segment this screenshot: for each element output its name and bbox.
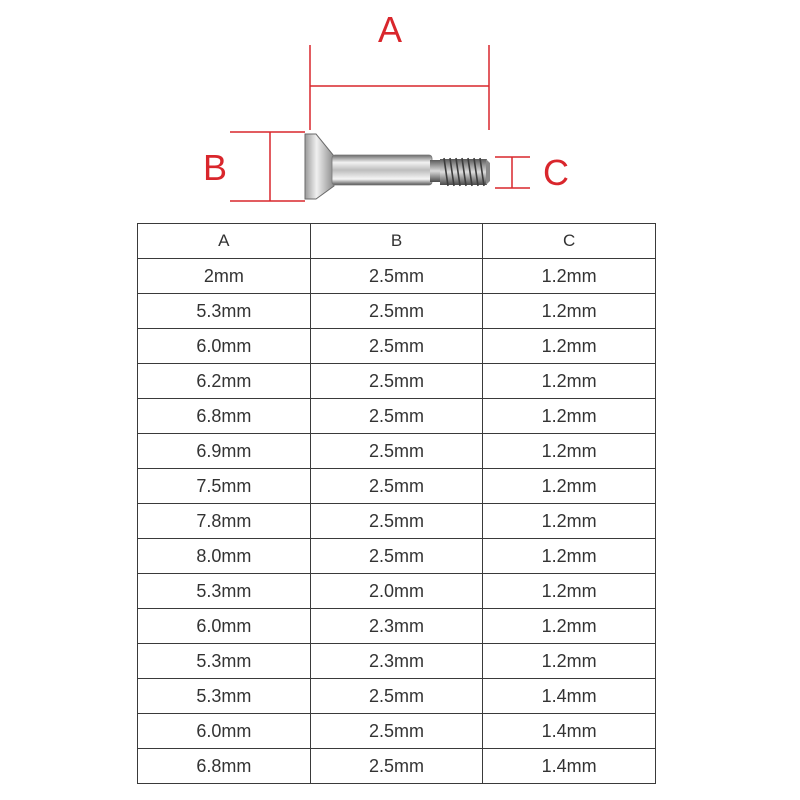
table-cell-a: 6.0mm [138,609,311,644]
table-body [138,259,656,784]
table-cell-b: 2.5mm [310,329,483,364]
table-cell-b: 2.5mm [310,539,483,574]
table-row [138,364,656,399]
table-cell-a: 5.3mm [138,644,311,679]
table-cell-b: 2.5mm [310,469,483,504]
table-header-row [138,224,656,259]
table-cell-c: 1.2mm [483,434,656,469]
table-cell-a: 7.8mm [138,504,311,539]
table-cell-c: 1.2mm [483,364,656,399]
table-cell-a: 5.3mm [138,574,311,609]
table-cell-c: 1.4mm [483,749,656,784]
dimension-a-lines [310,45,489,130]
table-row [138,714,656,749]
table-row [138,609,656,644]
table-cell-c: 1.2mm [483,574,656,609]
table-cell-a: 7.5mm [138,469,311,504]
table-cell-c: 1.2mm [483,644,656,679]
table-row [138,574,656,609]
table-cell-a: 6.8mm [138,749,311,784]
table-cell-b: 2.5mm [310,749,483,784]
dimension-label-c: C [543,152,569,193]
table-row [138,294,656,329]
table-cell-c: 1.2mm [483,469,656,504]
table-cell-a: 6.2mm [138,364,311,399]
table-cell-c: 1.4mm [483,714,656,749]
table-cell-b: 2.5mm [310,714,483,749]
table-row [138,434,656,469]
table-cell-a: 6.8mm [138,399,311,434]
table-cell-b: 2.3mm [310,644,483,679]
dimension-b-lines [230,132,305,201]
table-cell-c: 1.2mm [483,504,656,539]
table-row [138,469,656,504]
screw-icon [305,134,490,199]
table-cell-b: 2.5mm [310,434,483,469]
table-cell-b: 2.3mm [310,609,483,644]
dimension-label-a: A [378,9,403,50]
table-row [138,259,656,294]
table-cell-b: 2.5mm [310,259,483,294]
table-row [138,644,656,679]
table-cell-b: 2.5mm [310,399,483,434]
table-cell-a: 6.9mm [138,434,311,469]
dimension-c-lines [495,157,530,188]
table-cell-c: 1.4mm [483,679,656,714]
screw-dimension-diagram [0,0,800,220]
table-cell-b: 2.5mm [310,504,483,539]
table-row [138,749,656,784]
table-row [138,679,656,714]
column-header-c: C [483,224,656,259]
column-header-b: B [310,224,483,259]
dimension-label-b: B [203,147,228,188]
table-cell-b: 2.0mm [310,574,483,609]
table-row [138,504,656,539]
table-cell-b: 2.5mm [310,679,483,714]
table-cell-b: 2.5mm [310,364,483,399]
table-cell-c: 1.2mm [483,329,656,364]
table-row [138,329,656,364]
table-cell-a: 5.3mm [138,294,311,329]
table-cell-c: 1.2mm [483,399,656,434]
table-cell-c: 1.2mm [483,294,656,329]
table-row [138,399,656,434]
table-cell-a: 8.0mm [138,539,311,574]
table-cell-c: 1.2mm [483,609,656,644]
column-header-a: A [138,224,311,259]
table-cell-a: 2mm [138,259,311,294]
table-row [138,539,656,574]
table-cell-c: 1.2mm [483,259,656,294]
table-cell-a: 5.3mm [138,679,311,714]
table-cell-a: 6.0mm [138,329,311,364]
table-cell-c: 1.2mm [483,539,656,574]
table-cell-a: 6.0mm [138,714,311,749]
size-spec-table [137,223,656,784]
table-cell-b: 2.5mm [310,294,483,329]
